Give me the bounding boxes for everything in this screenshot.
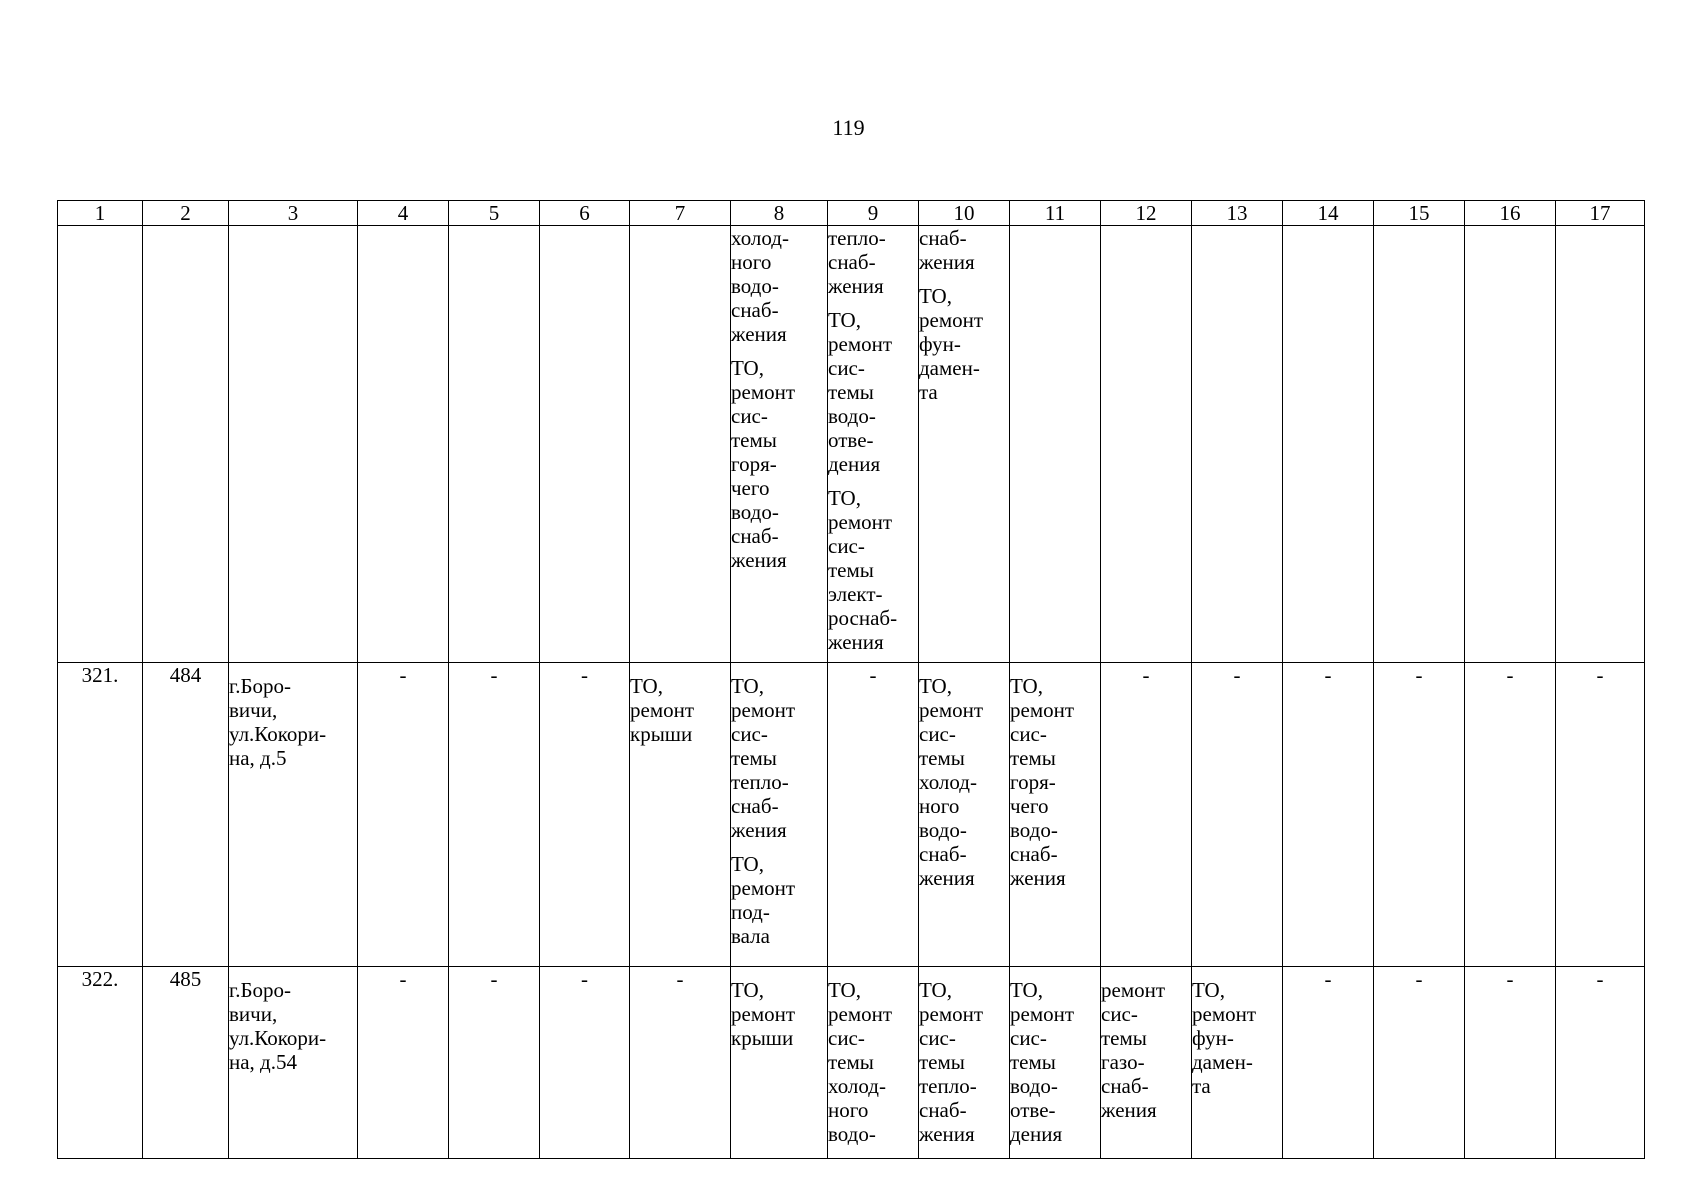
cell-text-line: холод- bbox=[828, 1074, 886, 1098]
cell-col-14 bbox=[1283, 226, 1374, 663]
cell-text-line: ТО, bbox=[828, 486, 861, 510]
cell-paragraph bbox=[828, 308, 918, 476]
cell-text-line: ТО, bbox=[1010, 978, 1043, 1002]
cell-text-line: сис- bbox=[919, 722, 956, 746]
cell-col-11 bbox=[1010, 226, 1101, 663]
cell-paragraph bbox=[731, 356, 827, 572]
cell-col-6: - bbox=[540, 967, 630, 1159]
cell-text-line: водо- bbox=[919, 818, 967, 842]
row-number-cell: 322. bbox=[58, 967, 143, 1159]
cell-text-line: снаб- bbox=[731, 794, 779, 818]
cell-text-line: дамен- bbox=[919, 356, 980, 380]
cell-col-10 bbox=[919, 967, 1010, 1159]
cell-text-line: фун- bbox=[1192, 1026, 1234, 1050]
column-header-16: 16 bbox=[1465, 201, 1556, 226]
cell-text-line: ТО, bbox=[731, 674, 764, 698]
cell-paragraph bbox=[731, 674, 827, 842]
cell-text-line: ремонт bbox=[1192, 1002, 1257, 1026]
cell-col-5: - bbox=[449, 967, 540, 1159]
cell-col-13 bbox=[1192, 226, 1283, 663]
cell-text-line: холод- bbox=[919, 770, 977, 794]
cell-col-4: - bbox=[358, 967, 449, 1159]
cell-text-line: ного bbox=[919, 794, 960, 818]
cell-text-line: ремонт bbox=[919, 308, 984, 332]
cell-col-15: - bbox=[1374, 967, 1465, 1159]
cell-text-line: крыши bbox=[630, 722, 693, 746]
cell-text-line: снаб- bbox=[919, 226, 967, 250]
cell-text-line: ул.Кокори- bbox=[229, 722, 327, 746]
cell-paragraph bbox=[919, 284, 1009, 404]
column-header-9: 9 bbox=[828, 201, 919, 226]
cell-text-line: сис- bbox=[731, 722, 768, 746]
cell-text-line: темы bbox=[731, 428, 777, 452]
table-row bbox=[58, 226, 1645, 663]
cell-text-line: жения bbox=[828, 274, 884, 298]
cell-col-16 bbox=[1465, 226, 1556, 663]
data-table bbox=[57, 200, 1645, 1159]
cell-col-5 bbox=[449, 226, 540, 663]
cell-col-13: - bbox=[1192, 663, 1283, 967]
cell-col-4: - bbox=[358, 663, 449, 967]
table-row bbox=[58, 967, 1645, 1159]
cell-text-line: темы bbox=[1010, 746, 1056, 770]
cell-text-line: водо- bbox=[828, 404, 876, 428]
cell-text-line: сис- bbox=[1010, 722, 1047, 746]
cell-text-line: тепло- bbox=[828, 226, 886, 250]
cell-text-line: ТО, bbox=[919, 978, 952, 1002]
cell-text-line: жения bbox=[731, 322, 787, 346]
cell-text-line: водо- bbox=[828, 1122, 876, 1146]
cell-col-13 bbox=[1192, 967, 1283, 1159]
cell-text-line: темы bbox=[919, 1050, 965, 1074]
cell-text-line: дения bbox=[1010, 1122, 1063, 1146]
cell-text-line: тепло- bbox=[919, 1074, 977, 1098]
cell-col-9 bbox=[828, 967, 919, 1159]
column-header-7: 7 bbox=[630, 201, 731, 226]
cell-text-line: ТО, bbox=[919, 674, 952, 698]
column-header-3: 3 bbox=[229, 201, 358, 226]
cell-col-10 bbox=[919, 226, 1010, 663]
cell-text-line: жения bbox=[919, 250, 975, 274]
cell-text-line: ТО, bbox=[919, 284, 952, 308]
cell-col-7 bbox=[630, 226, 731, 663]
cell-text-line: темы bbox=[1010, 1050, 1056, 1074]
cell-text-line: темы bbox=[919, 746, 965, 770]
cell-text-line: жения bbox=[919, 1122, 975, 1146]
cell-col-7 bbox=[630, 663, 731, 967]
cell-col-17: - bbox=[1556, 663, 1645, 967]
cell-text-line: снаб- bbox=[731, 298, 779, 322]
cell-col-11 bbox=[1010, 967, 1101, 1159]
cell-text-line: сис- bbox=[828, 356, 865, 380]
cell-text-line: ул.Кокори- bbox=[229, 1026, 327, 1050]
cell-text-line: элект- bbox=[828, 582, 883, 606]
cell-col-5: - bbox=[449, 663, 540, 967]
cell-col-9 bbox=[828, 226, 919, 663]
cell-text-line: ремонт bbox=[731, 380, 796, 404]
cell-text-line: жения bbox=[1010, 866, 1066, 890]
cell-col-14: - bbox=[1283, 967, 1374, 1159]
cell-text-line: сис- bbox=[731, 404, 768, 428]
column-header-6: 6 bbox=[540, 201, 630, 226]
cell-paragraph bbox=[919, 978, 1009, 1146]
cell-text-line: г.Боро- bbox=[229, 674, 292, 698]
cell-text-line: горя- bbox=[731, 452, 777, 476]
cell-text-line: снаб- bbox=[919, 842, 967, 866]
cell-col-9: - bbox=[828, 663, 919, 967]
cell-text-line: ТО, bbox=[731, 356, 764, 380]
cell-text-line: темы bbox=[1101, 1026, 1147, 1050]
cell-text-line: темы bbox=[828, 558, 874, 582]
cell-col-16: - bbox=[1465, 663, 1556, 967]
cell-text-line: вала bbox=[731, 924, 770, 948]
cell-col-8 bbox=[731, 663, 828, 967]
cell-text-line: ремонт bbox=[630, 698, 695, 722]
cell-text-line: та bbox=[1192, 1074, 1211, 1098]
cell-text-line: сис- bbox=[919, 1026, 956, 1050]
cell-text-line: ТО, bbox=[731, 978, 764, 1002]
cell-col-17 bbox=[1556, 226, 1645, 663]
cell-text-line: темы bbox=[731, 746, 777, 770]
cell-text-line: снаб- bbox=[919, 1098, 967, 1122]
cell-paragraph bbox=[731, 852, 827, 948]
cell-text-line: ремонт bbox=[731, 876, 796, 900]
cell-paragraph bbox=[1101, 978, 1191, 1122]
cell-text-line: ремонт bbox=[919, 698, 984, 722]
cell-text-line: сис- bbox=[1010, 1026, 1047, 1050]
address-cell bbox=[229, 663, 358, 967]
cell-text-line: темы bbox=[828, 1050, 874, 1074]
column-header-4: 4 bbox=[358, 201, 449, 226]
column-header-2: 2 bbox=[143, 201, 229, 226]
row-number-cell bbox=[58, 226, 143, 663]
cell-text-line: водо- bbox=[731, 274, 779, 298]
cell-paragraph bbox=[630, 674, 730, 746]
cell-text-line: ремонт bbox=[731, 698, 796, 722]
cell-paragraph bbox=[1010, 978, 1100, 1146]
cell-text-line: снаб- bbox=[828, 250, 876, 274]
cell-text-line: под- bbox=[731, 900, 770, 924]
cell-text-line: ремонт bbox=[1010, 1002, 1075, 1026]
cell-text-line: темы bbox=[828, 380, 874, 404]
cell-text-line: на, д.54 bbox=[229, 1050, 297, 1074]
address-cell bbox=[229, 226, 358, 663]
cell-text-line: ТО, bbox=[828, 308, 861, 332]
cell-paragraph bbox=[731, 226, 827, 346]
column-header-8: 8 bbox=[731, 201, 828, 226]
cell-paragraph bbox=[1192, 978, 1282, 1098]
cell-text-line: роснаб- bbox=[828, 606, 898, 630]
cell-text-line: снаб- bbox=[731, 524, 779, 548]
cell-text-line: сис- bbox=[828, 1026, 865, 1050]
cell-col-6: - bbox=[540, 663, 630, 967]
cell-text-line: ТО, bbox=[630, 674, 663, 698]
cell-text-line: водо- bbox=[1010, 1074, 1058, 1098]
table-row bbox=[58, 663, 1645, 967]
cell-text-line: жения bbox=[731, 818, 787, 842]
cell-text-line: чего bbox=[731, 476, 770, 500]
cell-text-line: г.Боро- bbox=[229, 978, 292, 1002]
cell-text-line: холод- bbox=[731, 226, 789, 250]
column-header-1: 1 bbox=[58, 201, 143, 226]
cell-col-10 bbox=[919, 663, 1010, 967]
cell-text-line: ремонт bbox=[1010, 698, 1075, 722]
cell-paragraph bbox=[828, 226, 918, 298]
cell-text-line: ремонт bbox=[731, 1002, 796, 1026]
cell-text-line: жения bbox=[731, 548, 787, 572]
cell-text-line: жения bbox=[1101, 1098, 1157, 1122]
cell-text-line: фун- bbox=[919, 332, 961, 356]
cell-text-line: ного bbox=[828, 1098, 869, 1122]
cell-col-6 bbox=[540, 226, 630, 663]
cell-text-line: снаб- bbox=[1010, 842, 1058, 866]
cell-text-line: водо- bbox=[731, 500, 779, 524]
cell-text-line: ного bbox=[731, 250, 772, 274]
cell-text-line: ТО, bbox=[828, 978, 861, 1002]
cell-text-line: отве- bbox=[1010, 1098, 1056, 1122]
cell-text-line: водо- bbox=[1010, 818, 1058, 842]
code-cell: 485 bbox=[143, 967, 229, 1159]
cell-paragraph bbox=[731, 978, 827, 1050]
column-header-11: 11 bbox=[1010, 201, 1101, 226]
cell-col-8 bbox=[731, 967, 828, 1159]
column-header-14: 14 bbox=[1283, 201, 1374, 226]
column-header-17: 17 bbox=[1556, 201, 1645, 226]
cell-text-line: чего bbox=[1010, 794, 1049, 818]
cell-col-15: - bbox=[1374, 663, 1465, 967]
cell-col-8 bbox=[731, 226, 828, 663]
cell-text-line: дения bbox=[828, 452, 881, 476]
cell-col-16: - bbox=[1465, 967, 1556, 1159]
cell-text-line: крыши bbox=[731, 1026, 794, 1050]
cell-text-line: вичи, bbox=[229, 698, 278, 722]
cell-paragraph bbox=[919, 674, 1009, 890]
cell-col-4 bbox=[358, 226, 449, 663]
cell-col-12: - bbox=[1101, 663, 1192, 967]
column-header-13: 13 bbox=[1192, 201, 1283, 226]
column-header-15: 15 bbox=[1374, 201, 1465, 226]
cell-col-7: - bbox=[630, 967, 731, 1159]
cell-text-line: та bbox=[919, 380, 938, 404]
code-cell: 484 bbox=[143, 663, 229, 967]
cell-text-line: ремонт bbox=[919, 1002, 984, 1026]
cell-text-line: тепло- bbox=[731, 770, 789, 794]
cell-text-line: дамен- bbox=[1192, 1050, 1253, 1074]
cell-text-line: сис- bbox=[1101, 1002, 1138, 1026]
code-cell bbox=[143, 226, 229, 663]
cell-text-line: жения bbox=[919, 866, 975, 890]
cell-paragraph bbox=[1010, 674, 1100, 890]
cell-text-line: ремонт bbox=[1101, 978, 1166, 1002]
cell-col-12 bbox=[1101, 226, 1192, 663]
column-header-12: 12 bbox=[1101, 201, 1192, 226]
cell-paragraph bbox=[919, 226, 1009, 274]
cell-text-line: вичи, bbox=[229, 1002, 278, 1026]
cell-text-line: ТО, bbox=[1010, 674, 1043, 698]
address-cell bbox=[229, 967, 358, 1159]
cell-paragraph bbox=[828, 978, 918, 1146]
cell-text-line: ТО, bbox=[731, 852, 764, 876]
cell-col-17: - bbox=[1556, 967, 1645, 1159]
cell-text-line: газо- bbox=[1101, 1050, 1145, 1074]
row-number-cell: 321. bbox=[58, 663, 143, 967]
cell-text-line: на, д.5 bbox=[229, 746, 287, 770]
cell-text-line: сис- bbox=[828, 534, 865, 558]
cell-text-line: снаб- bbox=[1101, 1074, 1149, 1098]
cell-text-line: ремонт bbox=[828, 332, 893, 356]
cell-col-15 bbox=[1374, 226, 1465, 663]
cell-text-line: отве- bbox=[828, 428, 874, 452]
cell-text-line: жения bbox=[828, 630, 884, 654]
cell-text-line: горя- bbox=[1010, 770, 1056, 794]
cell-paragraph bbox=[828, 486, 918, 654]
cell-text-line: ТО, bbox=[1192, 978, 1225, 1002]
cell-text-line: ремонт bbox=[828, 510, 893, 534]
page-number: 119 bbox=[832, 115, 865, 140]
cell-col-14: - bbox=[1283, 663, 1374, 967]
header-row bbox=[58, 201, 1645, 226]
column-header-5: 5 bbox=[449, 201, 540, 226]
column-header-10: 10 bbox=[919, 201, 1010, 226]
cell-col-12 bbox=[1101, 967, 1192, 1159]
cell-col-11 bbox=[1010, 663, 1101, 967]
cell-text-line: ремонт bbox=[828, 1002, 893, 1026]
